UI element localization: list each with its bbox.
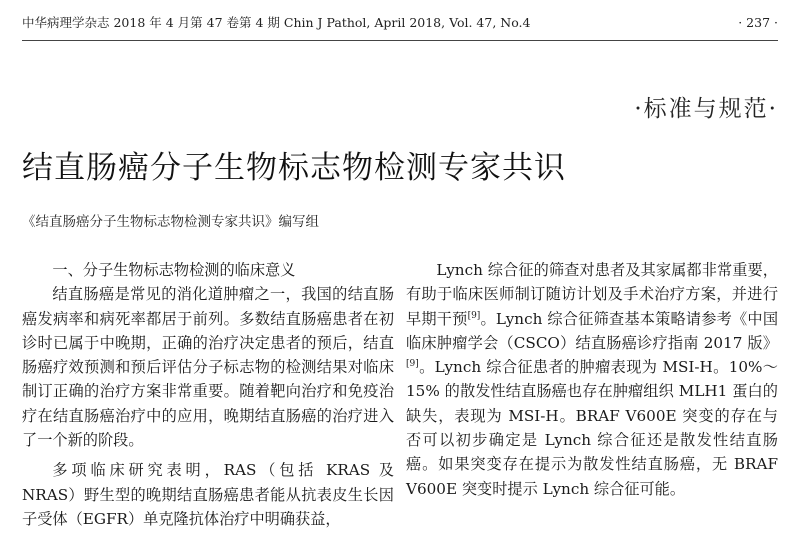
text-run: 。Lynch 综合征患者的肿瘤表现为 MSI-H。10%～15% 的散发性结直肠癌也存在肿瘤组织 MLH1 蛋白的缺失，表现为 MSI-H。BRAF V600E 突变的存在与否可以初步确定是 Lynch 综合征还是散发性结直肠癌。如果突变存在提示为散发性结直肠癌，无 BRAF V600E 突变时提示 Lynch 综合征可能。 (406, 358, 778, 498)
left-column (22, 258, 394, 531)
article-title: 结直肠癌分子生物标志物检测专家共识 (22, 150, 566, 186)
paragraph: 结直肠癌是常见的消化道肿瘤之一，我国的结直肠癌发病率和病死率都居于前列。多数结直肠癌患者在初诊时已属于中晚期，正确的治疗决定患者的预后，结直肠癌疗效预测和预后评估分子标志物的检测结果对临床制订正确的治疗方案非常重要。随着靶向治疗和免疫治疗在结直肠癌治疗中的应用，晚期结直肠癌的治疗进入了一个新的阶段。 (22, 285, 394, 450)
page-number: · 237 · (738, 15, 778, 30)
text-run: 。Lynch 综合征筛查基本策略请参考《中国临床肿瘤学会（CSCO）结直肠癌诊疗指南 2017 版》 (406, 309, 779, 352)
paragraph (406, 258, 778, 501)
running-head (22, 8, 778, 38)
section-label: ·标准与规范· (634, 96, 778, 122)
text-run: Lynch 综合征的筛查对患者及其家属都非常重要，有助于临床医师制订随访计划及手术治疗方案，并进行早期干预 (406, 261, 778, 328)
section-heading: 一、分子生物标志物检测的临床意义 (52, 261, 296, 279)
right-column (406, 258, 778, 501)
citation-ref[interactable]: [9] (467, 310, 481, 321)
header-rule (22, 40, 778, 41)
paragraph: 多项临床研究表明，RAS（包括 KRAS 及 NRAS）野生型的晚期结直肠癌患者能从抗表皮生长因子受体（EGFR）单克隆抗体治疗中明确获益， (22, 461, 394, 528)
journal-citation: 中华病理学杂志 2018 年 4 月第 47 卷第 4 期 Chin J Pathol, April 2018, Vol. 47, No.4 (22, 15, 531, 30)
author-group: 《结直肠癌分子生物标志物检测专家共识》编写组 (22, 214, 319, 230)
citation-ref[interactable]: [9] (406, 359, 419, 370)
